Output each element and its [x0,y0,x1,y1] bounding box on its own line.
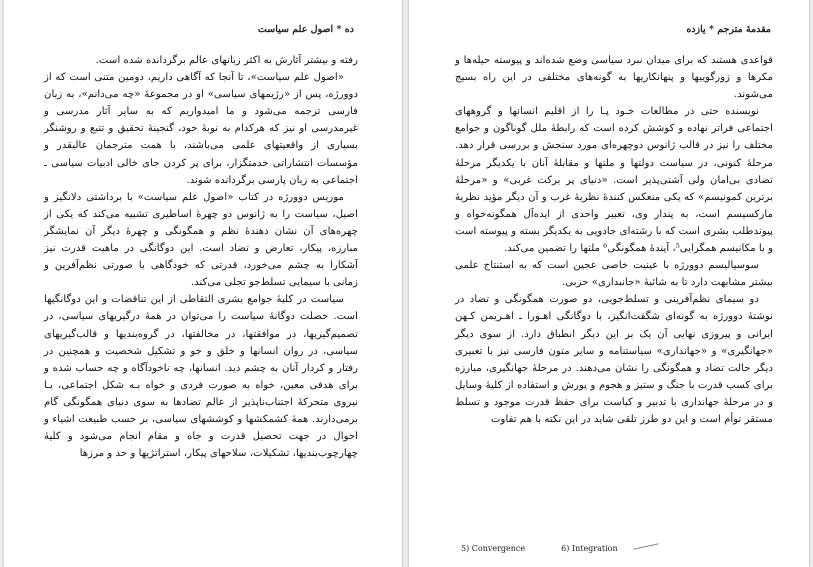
left-paragraph-2: «اصول علم سیاست»، تا آنجا که آگاهی داریم، دومین متنی است که از دوورژه، پس از «رژیمهای سیاسی» او در مجموعهٔ «چه می‌دانم»، به زبان فارسی ترجمه می‌شود و ما امیدواریم که به سایر آثار مدرسی و غیرمدرسی او نیز که هرکدام به نوبهٔ خود، گنجینهٔ تحقیق و تتبع و روشنگر بسیاری از واقعیتهای علمی می‌باشند، با همت مترجمان عالیقدر و مؤسسات انتشاراتی خدمتگزار، برای پر کردن جای خالی ادبیات سیاسی ـ اجتماعی به زبان پارسی برگردانده شوند. [44,72,358,186]
left-paragraph-4: سیاست در کلیهٔ جوامع بشری التقاطی از این تناقضات و این دوگانگیها است. خصلت دوگانهٔ سیاست را می‌توان در همهٔ درگیریهای سیاسی، در تصمیم‌گیریها، در موافقتها، در مخالفتها، در گروه‌بندیها و قالب‌گیریهای سیاسی، در روان انسانها و خلق و خو و تشکیل شخصیت و همچنین در رفتار و کردار آنان به چشم دید. انسانها، چه ناخودآگاه و چه حساب شده و برای هدفی معین، خواه به صورت فردی و خواه بـه شکل اجتماعی، بـا نیروی متحرکهٔ اجتناب‌ناپذیر از عالم تضادها به سوی دنیای همگونگی گام برمی‌دارند. همهٔ کشمکشها و کوششهای سیاسی، بر حسب طبیعت اشیاء و احوال در جهت تحصیل قدرت و جاه و مقام انجام می‌شود و کلیهٔ چهارچوب‌بندیها، تشکیلات، سلاحهای پیکار، استراتژیها و حد و مرزها [44,294,358,460]
right-paragraph-2: نویسنده حتی در مطالعات خـود پـا را از اقلیم انسانها و گروههای اجتماعی فراتر نهاده و کوشش کرده است که رابطهٔ ملل گوناگون و جوامع مختلف را نیز در قالب ژانوس دوچهره‌ای مورد سنجش و بررسی قرار دهد. مرحلهٔ کنونی، در سیاست دولتها و ملتها و مقابلهٔ آنان با یکدیگر مرحلهٔ تضادی بی‌امان ولی آشتی‌پذیر است. «دنیای پر برکت غربی» و «مرحلهٔ برترین کمونیسم» که یکی منعکس کنندهٔ نظریهٔ غرب و آن دیگر مؤید نظریهٔ مارکسیسم است، به پندار وی، تعبیر واحدی از ایده‌آل همگونه‌خواه و پیوندطلب بشری است که با رشته‌ای جادویی به یکدیگر بسته و پیوسته است و با مکانیسم همگرایی⁵، آیندهٔ همگونگی⁶ ملتها را تضمین می‌کند. [455,106,773,255]
right-page-body [455,52,773,428]
right-paragraph-1: قواعدی هستند که برای میدان نبرد سیاسی وضع شده‌اند و پیوسته حیله‌ها و مکرها و زورگوییها و پنهانکاریها به گونه‌های مختلفی در این راه بسیج می‌شوند. [455,55,773,101]
footnote-6: 6) Integration [561,544,618,553]
left-page-body [44,52,358,462]
footnote-rule [633,543,659,549]
right-page [409,0,809,567]
footnote-5: 5) Convergence [461,544,526,553]
left-page-header: ده * اصول علم سیاست [257,24,354,35]
right-paragraph-3: سوسیالیسم دوورژه با عینیت خاصی عجین است که به استنتاج علمی بیشتر مشابهت دارد تا به شائبهٔ «جانبداری» حزبی. [455,260,773,289]
left-page [4,0,402,567]
footnotes [461,544,618,553]
left-paragraph-1: رفته و بیشتر آثارش به اکثر زبانهای عالم برگردانده شده است. [95,55,358,66]
left-paragraph-3: موریس دوورژه در کتاب «اصول علم سیاست» با برداشتی دلانگیز و اصیل، سیاست را به ژانوس دو چهرهٔ اساطیری تشبیه می‌کند که یکی از چهره‌های آن نشان دهندهٔ نظم و همگونگی و چهرهٔ دیگر آن نمایشگر مبارزه، پیکار، تعارض و تضاد است. این دوگانگی در ماهیت قدرت نیز آشکارا به چشم می‌خورد، قدرتی که خودگاهی با صورتی نظم‌آفرین و زمانی با سیمایی تسلط‌جو تجلی می‌کند. [44,191,358,289]
right-page-header: مقدمهٔ مترجم * یازده [686,24,771,35]
right-paragraph-4: دو سیمای نظم‌آفرینی و تسلط‌جویی، دو صورت همگونگی و تضاد در نوشتهٔ دوورژه به گونه‌ای شگفت‌انگیز، با دوگانگی اهـورا ـ اهـریمن کـهن ایرانی و پیروزی نهایی آن یک بر این دیگر انطباق دارد. از سوی دیگر «جهانگیری» و «جهانداری» سیاستنامه و سایر متون فارسی نیز با تعبیری دیگر حالت تضاد و همگونگی را نشان می‌دهند. در مرحلهٔ جهانگیری، مبارزه برای کسب قدرت با جنگ و ستیز و هجوم و یورش و استفاده از کلیهٔ وسایل و در مرحلهٔ جهانداری با تدبیر و کیاست برای حفظ قدرت موجود و تسلط مستقر توأم است و این دو طرز تلقی شاید در این نکته با هم تفاوت [455,294,773,425]
